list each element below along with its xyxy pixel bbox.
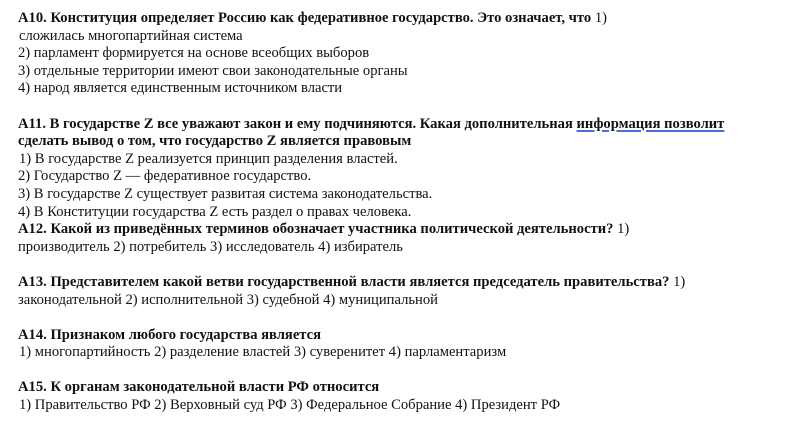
option: 1) В государстве Z реализуется принцип разделения властей. [19,150,398,167]
spacer [18,309,793,327]
test-document [18,10,793,415]
question-a12 [18,221,793,239]
spacer [18,256,793,274]
question-number: A11. [18,115,46,132]
option: 2) парламент формируется на основе всеобщих выборов [18,45,370,62]
option: 3) В государстве Z существует развитая система законодательства. [18,185,433,202]
options-line: 1) многопартийность 2) разделение властей 3) суверенитет 4) парламентаризм [19,344,507,361]
option-number: 1) [673,273,686,290]
question-number: A15. [18,379,47,396]
question-number: A13. [18,273,47,290]
question-text: Представителем какой ветви государственной власти является председатель правительства? [50,273,670,290]
question-text: Конституция определяет Россию как федеративное государство. Это означает, что [50,10,592,26]
option: 4) В Конституции государства Z есть раздел о правах человека. [18,203,412,220]
options-line: производитель 2) потребитель 3) исследователь 4) избиратель [18,238,403,255]
question-text: Какой из приведённых терминов обозначает участника политической деятельности? [50,221,614,238]
spellcheck-marked-text[interactable]: информация позволит [576,115,725,132]
question-number: A14. [18,326,47,343]
question-number: A10. [18,10,47,26]
options-line: законодательной 2) исполнительной 3) судебной 4) муниципальной [18,291,438,308]
option: 2) Государство Z — федеративное государство. [18,168,312,185]
question-text: Признаком любого государства является [50,326,322,343]
question-a14 [18,327,793,345]
options-line: 1) Правительство РФ 2) Верховный суд РФ 3) Федеральное Собрание 4) Президент РФ [19,397,561,414]
question-a15 [18,379,793,397]
question-a10 [18,10,793,28]
option: 3) отдельные территории имеют свои законодательные органы [18,62,408,79]
question-text-continued: сделать вывод о том, что государство Z является правовым [18,133,412,150]
option: 4) народ является единственным источником власти [18,80,343,97]
question-text: К органам законодательной власти РФ относится [50,379,380,396]
question-text: В государстве Z все уважают закон и ему подчиняются. Какая дополнительная [49,115,573,132]
spacer [18,362,793,380]
question-a11 [18,116,793,134]
spacer [18,98,793,116]
question-number: A12. [18,221,47,238]
option-number: 1) [617,221,630,238]
option-number: 1) [594,10,608,26]
question-a13 [18,274,793,292]
option: сложилась многопартийная система [19,27,243,44]
